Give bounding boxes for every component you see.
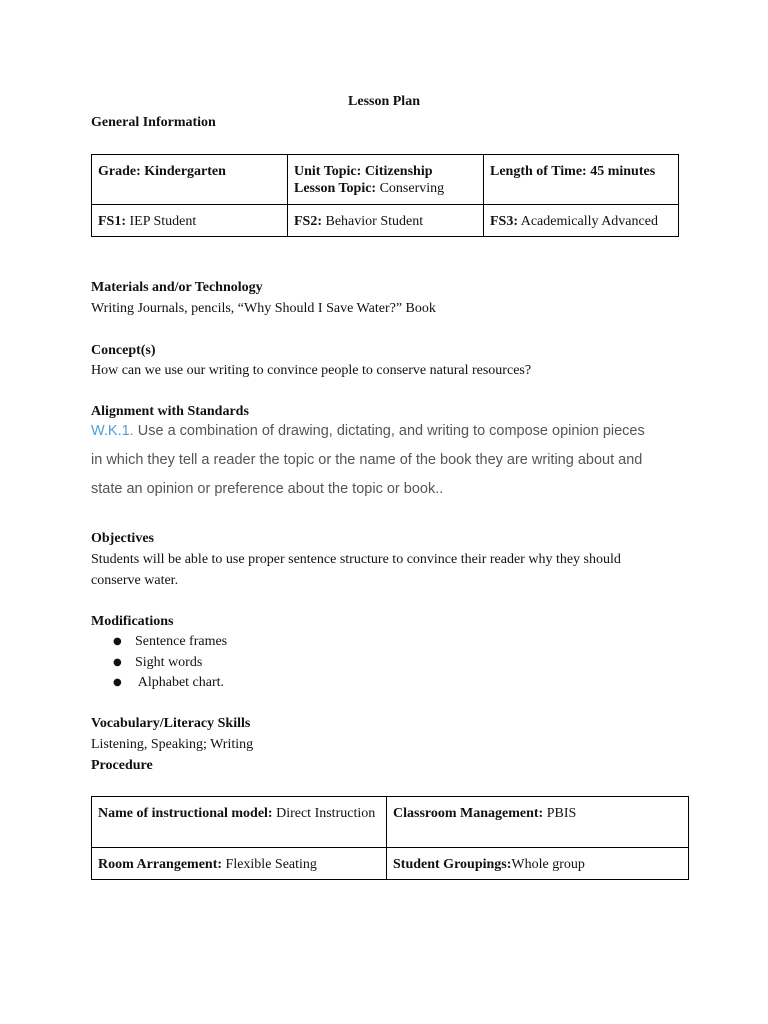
objectives-line-1: Students will be able to use proper sentence structure to convince their reader why they should	[91, 552, 621, 567]
vocabulary-text: Listening, Speaking; Writing	[91, 737, 254, 752]
fs1-label: FS1:	[98, 214, 126, 229]
grade-value: Kindergarten	[144, 164, 226, 179]
list-item-text: Alphabet chart.	[135, 675, 225, 690]
bullet-icon: ●	[113, 677, 122, 688]
modifications-list	[113, 632, 227, 694]
fs3-cell	[484, 205, 679, 237]
standards-line-1	[91, 417, 691, 446]
fs1-value: IEP Student	[129, 214, 197, 229]
groupings-cell	[387, 848, 689, 880]
materials-heading: Materials and/or Technology	[91, 280, 263, 295]
fs1-cell	[92, 205, 288, 237]
concepts-heading: Concept(s)	[91, 343, 156, 358]
model-label: Name of instructional model:	[98, 806, 273, 821]
objectives-line-2: conserve water.	[91, 573, 179, 588]
list-item-text: Sentence frames	[135, 634, 228, 649]
length-label: Length of Time:	[490, 164, 587, 179]
fs2-value: Behavior Student	[325, 214, 424, 229]
length-value: 45 minutes	[590, 164, 656, 179]
table-row	[92, 205, 679, 237]
standards-text	[91, 417, 691, 504]
grade-cell	[92, 155, 288, 205]
model-cell	[92, 797, 387, 848]
bullet-icon: ●	[113, 636, 122, 647]
table-row	[92, 797, 689, 848]
management-value: PBIS	[546, 806, 577, 821]
materials-text: Writing Journals, pencils, “Why Should I Save Water?” Book	[91, 301, 436, 316]
groupings-label: Student Groupings:	[393, 857, 512, 872]
grade-label: Grade:	[98, 164, 141, 179]
list-item	[113, 653, 227, 674]
list-item	[113, 673, 227, 694]
objectives-text	[91, 549, 681, 591]
management-label: Classroom Management:	[393, 806, 544, 821]
bullet-icon: ●	[113, 656, 122, 668]
modifications-heading: Modifications	[91, 614, 174, 629]
list-item-text: Sight words	[135, 654, 203, 670]
standards-line-3: state an opinion or preference about the topic or book..	[91, 481, 444, 497]
unit-topic-value: Citizenship	[364, 164, 433, 179]
room-value: Flexible Seating	[225, 857, 317, 872]
fs3-label: FS3:	[490, 214, 518, 229]
procedure-heading: Procedure	[91, 758, 153, 773]
room-label: Room Arrangement:	[98, 857, 223, 872]
objectives-heading: Objectives	[91, 531, 154, 546]
length-cell	[484, 155, 679, 205]
fs2-label: FS2:	[294, 214, 322, 229]
procedure-table	[91, 796, 689, 880]
concepts-text: How can we use our writing to convince people to conserve natural resources?	[91, 363, 532, 378]
room-cell	[92, 848, 387, 880]
fs3-value: Academically Advanced	[520, 214, 658, 229]
fs2-cell	[288, 205, 484, 237]
vocabulary-heading: Vocabulary/Literacy Skills	[91, 716, 251, 731]
lesson-topic-label: Lesson Topic:	[294, 181, 377, 196]
unit-topic-label: Unit Topic:	[294, 164, 362, 179]
general-info-heading: General Information	[91, 115, 216, 130]
management-cell	[387, 797, 689, 848]
table-row	[92, 848, 689, 880]
standards-line-2: in which they tell a reader the topic or the name of the book they are writing about and	[91, 452, 643, 468]
page-title: Lesson Plan	[348, 94, 420, 109]
list-item	[113, 632, 227, 653]
standards-line-1-text: Use a combination of drawing, dictating, and writing to compose opinion pieces	[137, 423, 645, 439]
topic-cell	[288, 155, 484, 205]
table-row	[92, 155, 679, 205]
standards-heading: Alignment with Standards	[91, 404, 249, 419]
groupings-value: Whole group	[511, 857, 585, 872]
general-info-table	[91, 154, 679, 237]
model-value: Direct Instruction	[276, 806, 376, 821]
lesson-topic-value: Conserving	[379, 181, 445, 196]
standard-code-link[interactable]: W.K.1.	[91, 423, 134, 439]
